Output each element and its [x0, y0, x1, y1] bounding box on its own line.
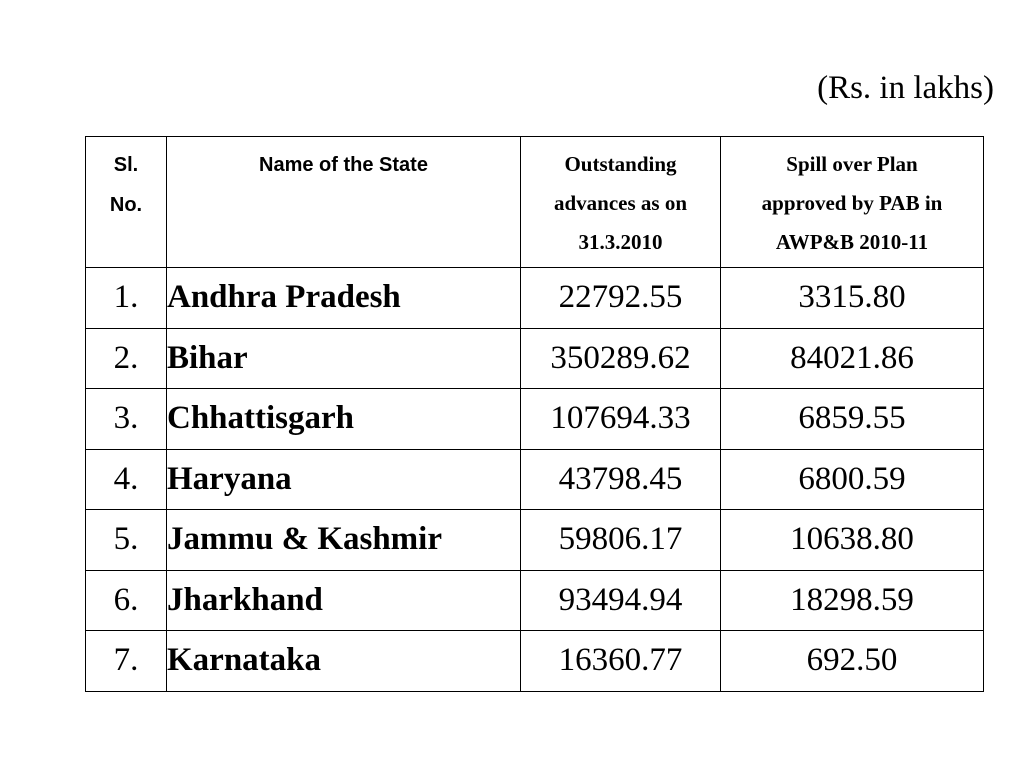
- header-spill-over-plan: [721, 137, 984, 268]
- header-sl-no-line2: No.: [109, 194, 143, 216]
- header-state-name: Name of the State: [167, 137, 521, 268]
- row-sl-no: 1.: [86, 268, 167, 329]
- table-row: [86, 631, 984, 692]
- table-row: [86, 268, 984, 329]
- row-spill-over: 692.50: [721, 631, 984, 692]
- table-row: [86, 570, 984, 631]
- row-outstanding: 107694.33: [521, 389, 721, 450]
- row-spill-over: 10638.80: [721, 510, 984, 571]
- table-row: [86, 510, 984, 571]
- header-spill-line2: approved by PAB in: [761, 191, 943, 215]
- row-sl-no: 3.: [86, 389, 167, 450]
- row-state-name: Bihar: [167, 328, 521, 389]
- header-sl-no: [86, 137, 167, 268]
- header-outstanding-line2: advances as on: [553, 191, 688, 215]
- row-spill-over: 84021.86: [721, 328, 984, 389]
- row-outstanding: 16360.77: [521, 631, 721, 692]
- row-state-name: Karnataka: [167, 631, 521, 692]
- row-spill-over: 6800.59: [721, 449, 984, 510]
- row-state-name: Andhra Pradesh: [167, 268, 521, 329]
- row-state-name: Haryana: [167, 449, 521, 510]
- row-outstanding: 43798.45: [521, 449, 721, 510]
- row-spill-over: 6859.55: [721, 389, 984, 450]
- row-state-name: Jammu & Kashmir: [167, 510, 521, 571]
- header-outstanding-line3: 31.3.2010: [578, 230, 663, 254]
- row-state-name: Jharkhand: [167, 570, 521, 631]
- table-row: [86, 389, 984, 450]
- row-outstanding: 22792.55: [521, 268, 721, 329]
- row-spill-over: 18298.59: [721, 570, 984, 631]
- row-state-name: Chhattisgarh: [167, 389, 521, 450]
- table-row: [86, 449, 984, 510]
- row-outstanding: 59806.17: [521, 510, 721, 571]
- table-header-row: [86, 137, 984, 268]
- row-outstanding: 93494.94: [521, 570, 721, 631]
- state-advances-table: [85, 136, 984, 692]
- table-row: [86, 328, 984, 389]
- row-sl-no: 6.: [86, 570, 167, 631]
- row-sl-no: 4.: [86, 449, 167, 510]
- header-outstanding-advances: [521, 137, 721, 268]
- header-sl-no-line1: Sl.: [113, 154, 139, 176]
- header-outstanding-line1: Outstanding: [564, 152, 677, 176]
- row-sl-no: 2.: [86, 328, 167, 389]
- row-spill-over: 3315.80: [721, 268, 984, 329]
- units-note: (Rs. in lakhs): [817, 70, 994, 106]
- header-spill-line1: Spill over Plan: [786, 152, 918, 176]
- header-spill-line3: AWP&B 2010-11: [775, 230, 929, 254]
- row-sl-no: 7.: [86, 631, 167, 692]
- row-sl-no: 5.: [86, 510, 167, 571]
- row-outstanding: 350289.62: [521, 328, 721, 389]
